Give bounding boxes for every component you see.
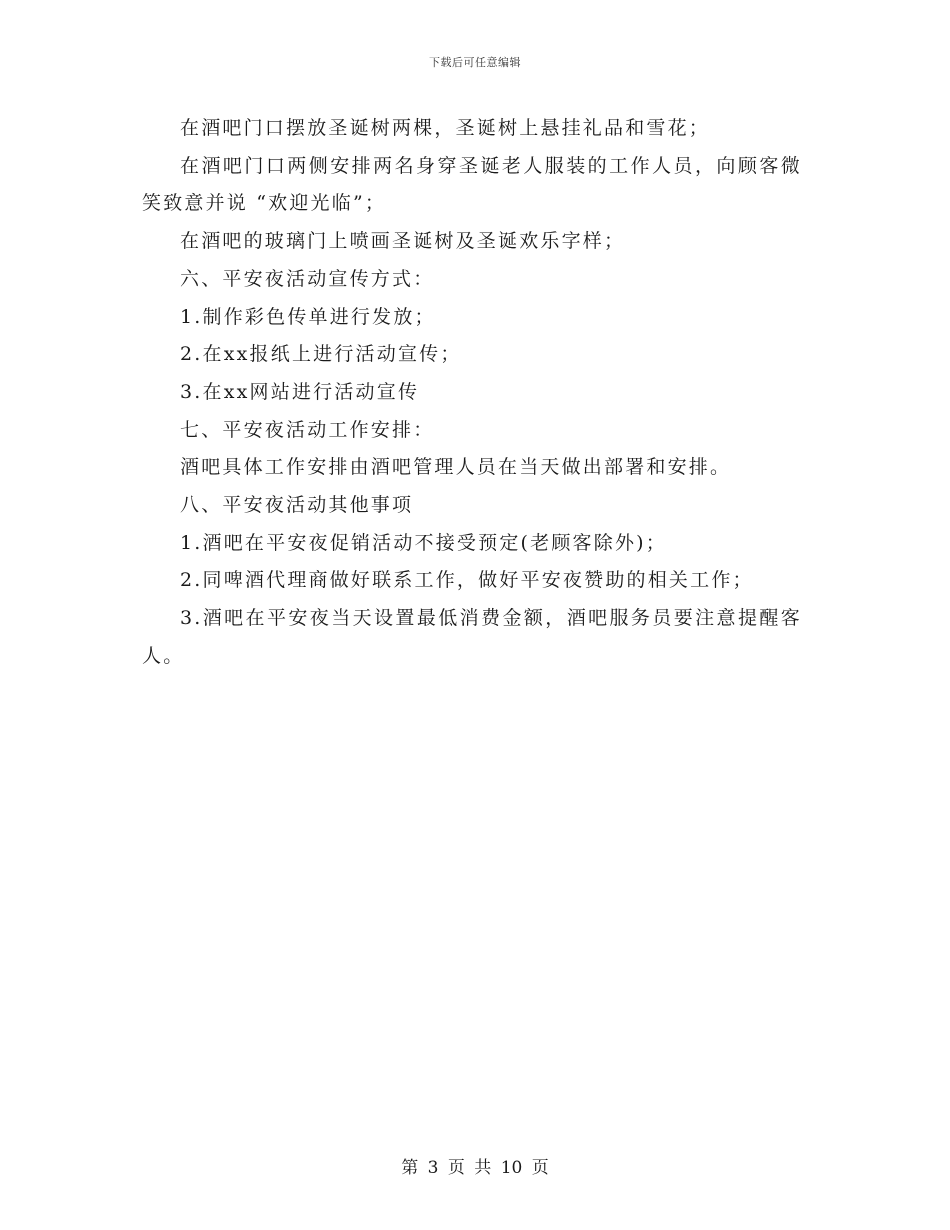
paragraph-christmas-trees: 在酒吧门口摆放圣诞树两棵，圣诞树上悬挂礼品和雪花； [180,117,711,139]
list-item-newspaper: 2.在xx报纸上进行活动宣传； [180,343,462,366]
section-heading-other-matters: 八、平安夜活动其他事项 [180,494,414,517]
page-header-note: 下载后可任意编辑 [429,56,521,69]
list-item-no-reservations: 1.酒吧在平安夜促销活动不接受预定(老顾客除外)； [180,531,667,554]
paragraph-work-arrangement: 酒吧具体工作安排由酒吧管理人员在当天做出部署和安排。 [180,456,732,479]
paragraph-glass-door-painting: 在酒吧的玻璃门上喷画圣诞树及圣诞欢乐字样； [180,230,626,253]
list-item-minimum-spend: 3.酒吧在平安夜当天设置最低消费金额，酒吧服务员要注意提醒客人。 [142,607,802,667]
list-item-website: 3.在xx网站进行活动宣传 [180,380,420,403]
section-heading-promotion: 六、平安夜活动宣传方式： [180,267,435,290]
paragraph-santa-staff: 在酒吧门口两侧安排两名身穿圣诞老人服装的工作人员，向顾客微笑致意并说 “欢迎光临”； [142,154,802,215]
section-heading-work-arrangement: 七、平安夜活动工作安排： [180,418,435,441]
page-number: 第 3 页 共 10 页 [401,1158,549,1178]
document-body [142,110,802,676]
list-item-flyers: 1.制作彩色传单进行发放； [180,305,436,328]
list-item-beer-sponsor: 2.同啤酒代理商做好联系工作，做好平安夜赞助的相关工作； [180,569,754,592]
